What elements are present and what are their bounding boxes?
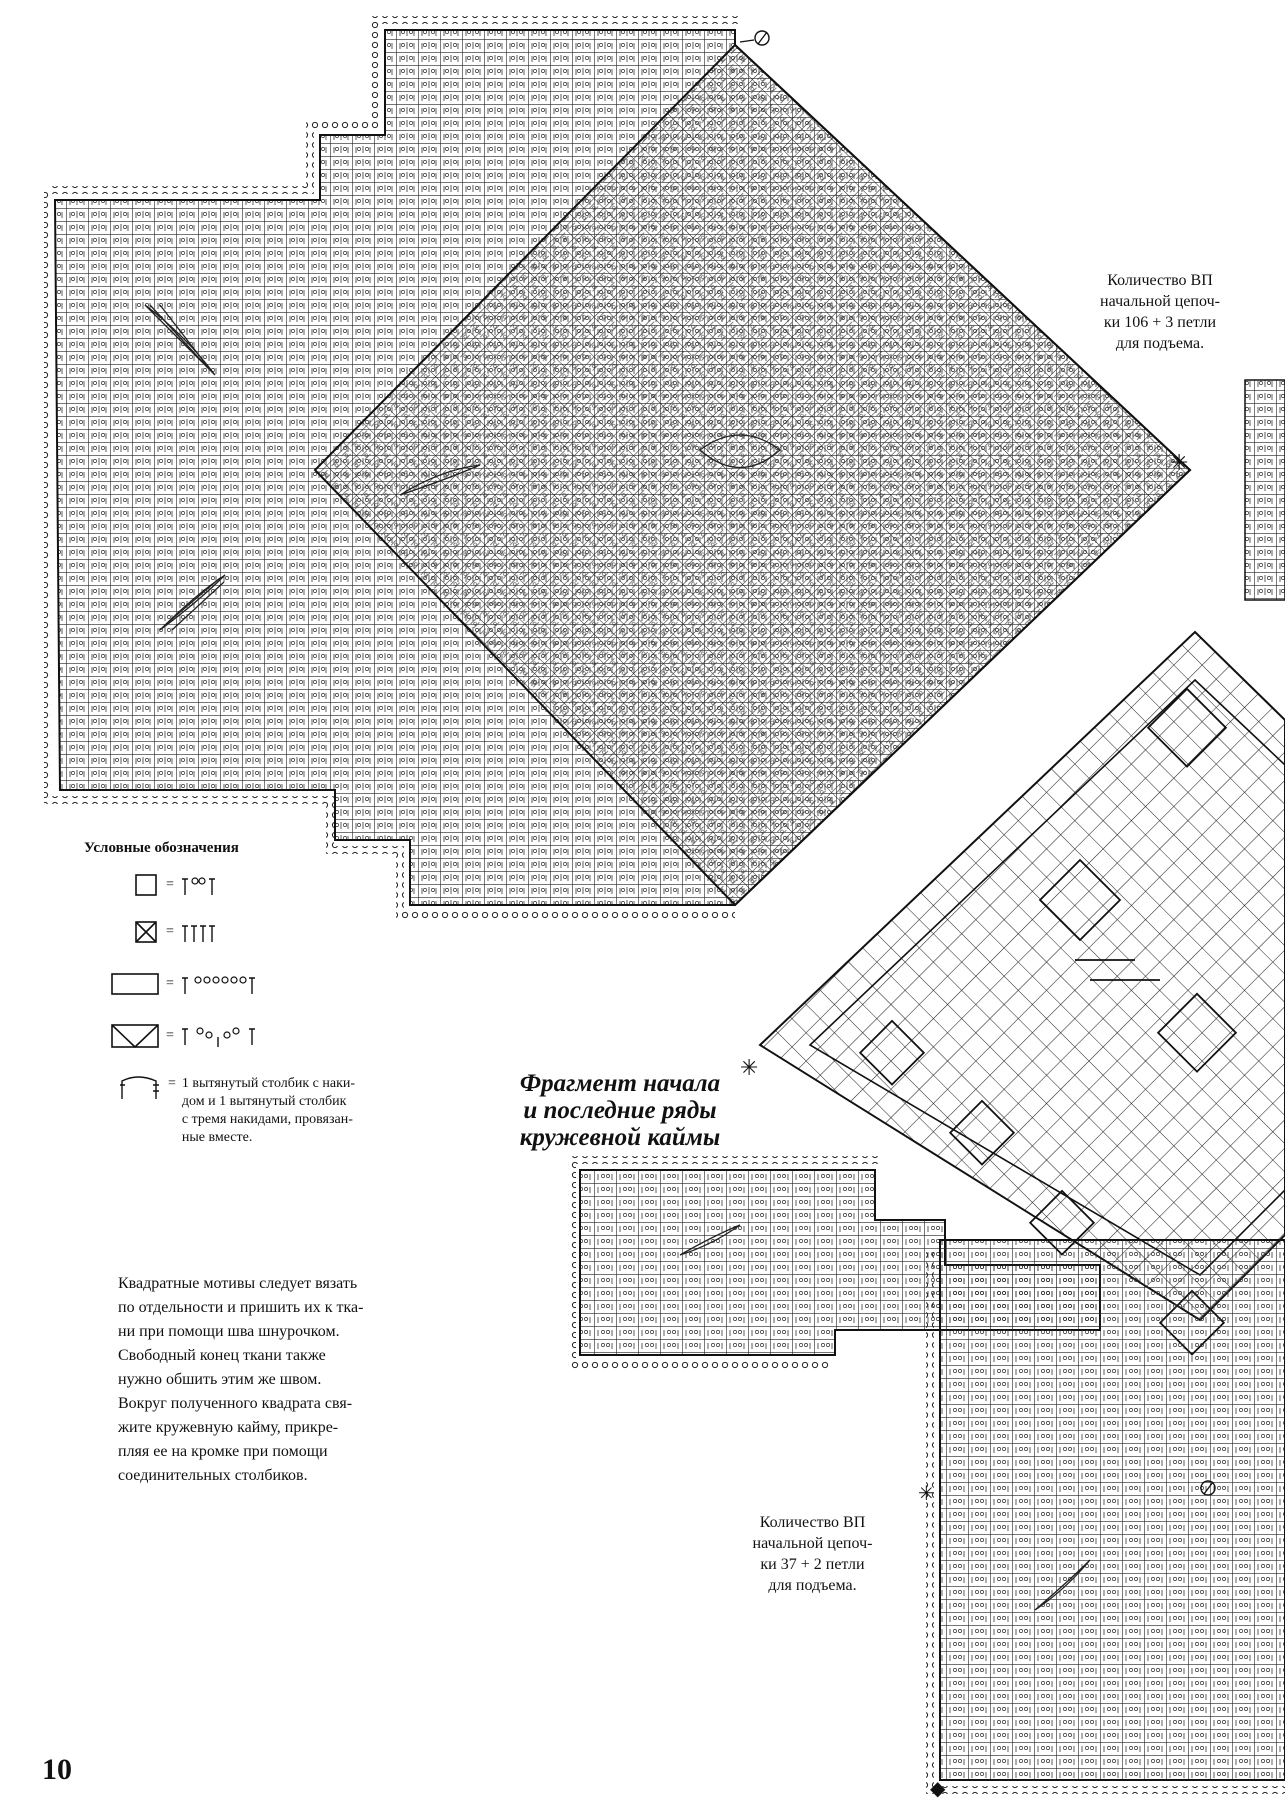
page-number: 10 [42,1753,72,1786]
legend-title: Условные обозначения [84,840,239,856]
asterisk-marker-bottom: ✳ [918,1481,935,1505]
asterisk-marker-left: ✳ [740,1056,759,1081]
legend-row-cross-square: = [134,920,220,944]
legend-row-extended-stitch: = 1 вытянутый столбик с наки- дом и 1 вытянутый столбик с тремя накидами, провязан- ные вместе. [118,1075,432,1147]
asterisk-marker-top: ✳ [1170,451,1189,476]
chain-count-note-top: Количество ВП начальной цепоч- ки 106 + 3 петли для подъема. [1100,272,1220,352]
diamond-marker: ◆ [930,1776,946,1800]
extended-stitch-description: 1 вытянутый столбик с наки- дом и 1 вытянутый столбик с тремя накидами, провязан- ные вместе. [181,1076,356,1145]
legend-row-wide-rect: = [110,971,260,997]
chain-count-note-bottom: Количество ВП начальной цепоч- ки 37 + 2 петли для подъема. [752,1514,873,1594]
fragment-heading: Фрагмент начала и последние ряды кружевной каймы [519,1070,721,1151]
legend-row-v-rect: = [110,1022,260,1050]
instructions-paragraph: Квадратные мотивы следует вязать по отдельности и пришить их к тка- ни при помощи шва шнурочком. Свободный конец ткани также нужно обшить этим же швом. Вокруг полученного квадрата свя- жите кружевную кайму, прикре- пляя ее на кромке при помощи соединительных столбиков. [118,1275,364,1484]
legend-row-empty-square: = [134,873,220,897]
